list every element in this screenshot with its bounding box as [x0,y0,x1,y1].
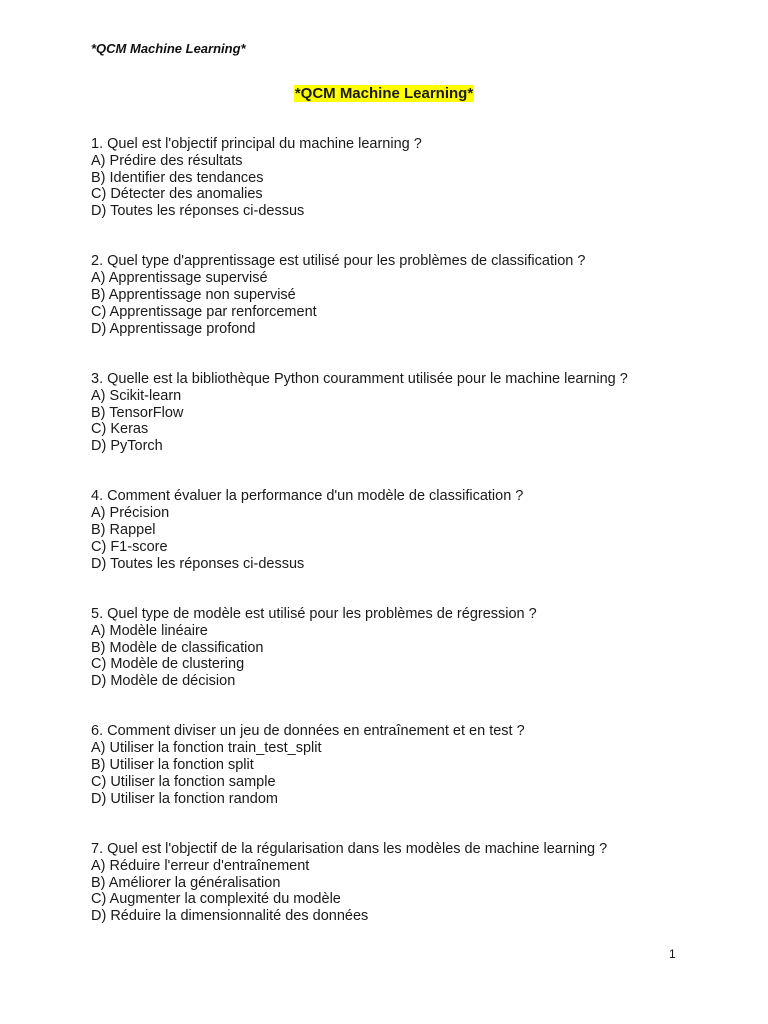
answer-option: A) Précision [91,505,170,522]
answer-option: C) Apprentissage par renforcement [91,303,317,320]
answer-option: B) Identifier des tendances [91,169,264,186]
answer-option: C) Détecter des anomalies [91,186,263,203]
question-text: 5. Quel type de modèle est utilisé pour les problèmes de régression ? [91,605,537,622]
answer-option: D) Apprentissage profond [91,320,256,337]
question-text: 7. Quel est l'objectif de la régularisation dans les modèles de machine learning ? [91,840,608,857]
answer-option: C) Utiliser la fonction sample [91,773,276,790]
answer-option: A) Modèle linéaire [91,622,208,639]
answer-option: D) Toutes les réponses ci-dessus [91,555,305,572]
question-text: 4. Comment évaluer la performance d'un modèle de classification ? [91,488,524,505]
answer-option: D) Modèle de décision [91,673,236,690]
answer-option: A) Prédire des résultats [91,152,243,169]
answer-option: B) Utiliser la fonction split [91,757,254,774]
answer-option: B) Apprentissage non supervisé [91,287,296,304]
answer-option: D) Utiliser la fonction random [91,790,278,807]
question-5 [91,606,711,690]
document-title [0,85,768,102]
page-number: 1 [669,947,676,961]
answer-option: D) PyTorch [91,438,163,455]
question-2 [91,253,711,337]
question-text: 1. Quel est l'objectif principal du machine learning ? [91,136,422,152]
answer-option: C) Modèle de clustering [91,656,245,673]
answer-option: A) Scikit-learn [91,387,182,404]
answer-option: D) Réduire la dimensionnalité des données [91,908,369,925]
answer-option: B) Améliorer la généralisation [91,874,281,891]
answer-option: B) Modèle de classification [91,639,264,656]
question-list [91,136,711,958]
answer-option: C) Augmenter la complexité du modèle [91,891,341,908]
answer-option: C) F1-score [91,538,168,555]
answer-option: C) Keras [91,421,149,438]
answer-option: B) Rappel [91,522,156,539]
question-text: 2. Quel type d'apprentissage est utilisé pour les problèmes de classification ? [91,253,586,270]
question-4 [91,488,711,572]
question-1 [91,136,711,220]
question-7 [91,841,711,925]
question-text: 6. Comment diviser un jeu de données en entraînement et en test ? [91,723,525,740]
answer-option: B) TensorFlow [91,404,184,421]
answer-option: A) Utiliser la fonction train_test_split [91,740,322,757]
answer-option: A) Apprentissage supervisé [91,270,268,287]
question-3 [91,371,711,455]
question-6 [91,723,711,807]
question-text: 3. Quelle est la bibliothèque Python couramment utilisée pour le machine learning ? [91,370,628,387]
document-title-text: *QCM Machine Learning* [294,85,474,102]
answer-option: A) Réduire l'erreur d'entraînement [91,857,310,874]
answer-option: D) Toutes les réponses ci-dessus [91,203,305,220]
running-header: *QCM Machine Learning* [91,41,246,56]
